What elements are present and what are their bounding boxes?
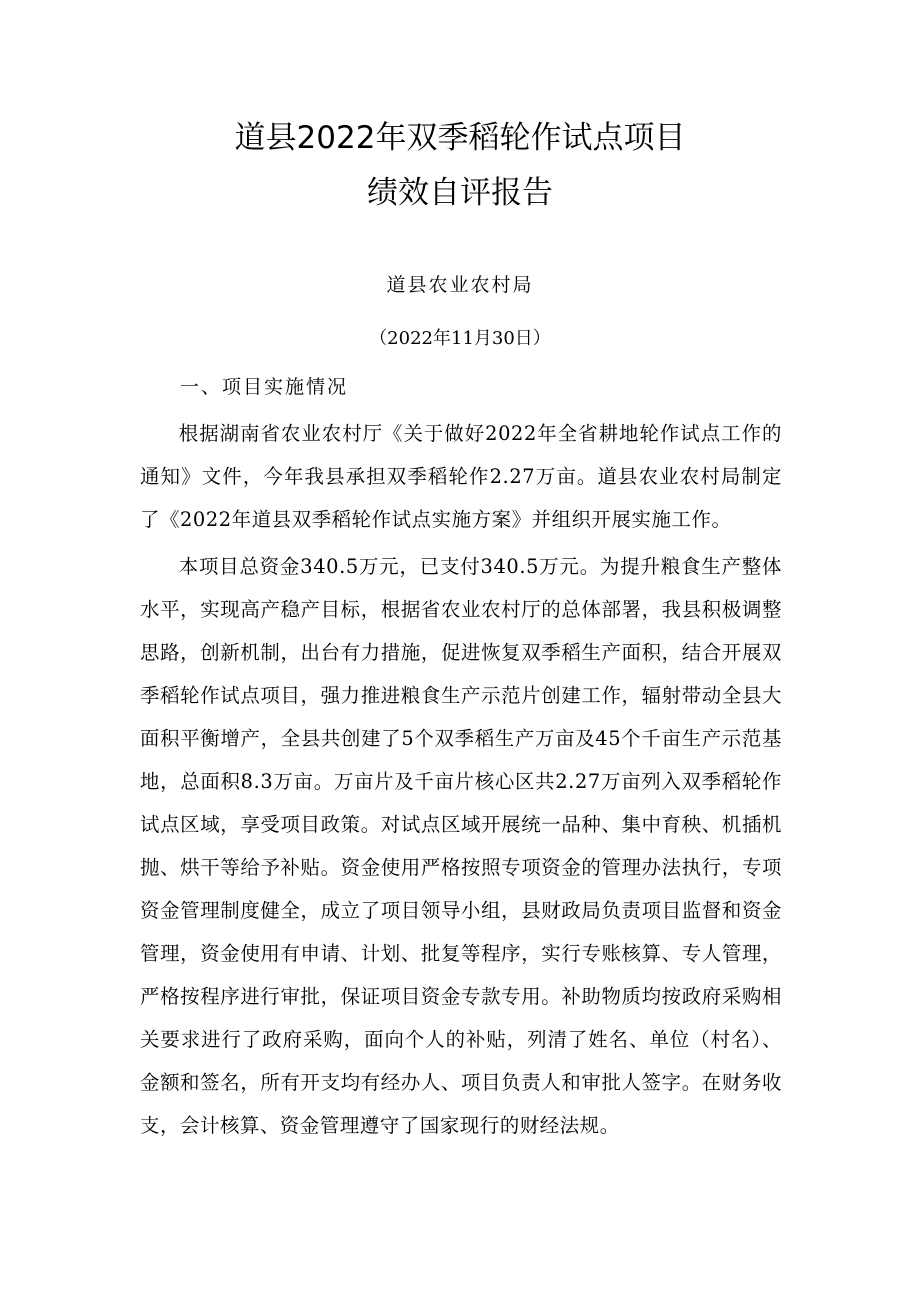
body-paragraph-2: 本项目总资金340.5万元，已支付340.5万元。为提升粮食生产整体水平，实现高产稳产目标，根据省农业农村厅的总体部署，我县积极调整思路，创新机制，出台有力措施，促进恢复双季稻生产面积，结合开展双季稻轮作试点项目，强力推进粮食生产示范片创建工作，辐射带动全县大面积平衡增产，全县共创建了5个双季稻生产万亩及45个千亩生产示范基地，总面积8.3万亩。万亩片及千亩片核心区共2.27万亩列入双季稻轮作试点区域，享受项目政策。对试点区域开展统一品种、集中育秧、机插机抛、烘干等给予补贴。资金使用严格按照专项资金的管理办法执行，专项资金管理制度健全，成立了项目领导小组，县财政局负责项目监督和资金管理，资金使用有申请、计划、批复等程序，实行专账核算、专人管理，严格按程序进行审批，保证项目资金专款专用。补助物质均按政府采购相关要求进行了政府采购，面向个人的补贴，列清了姓名、单位（村名）、金额和签名，所有开支均有经办人、项目负责人和审批人签字。在财务收支，会计核算、资金管理遵守了国家现行的财经法规。 — [140, 555, 782, 1137]
section-heading: 一、项目实施情况 — [180, 376, 349, 398]
document-title-line-1: 道县2022年双季稻轮作试点项目 — [234, 120, 686, 156]
issuing-organization: 道县农业农村局 — [386, 274, 534, 296]
document-title-line-2: 绩效自评报告 — [367, 175, 553, 211]
body-paragraph-1: 根据湖南省农业农村厅《关于做好2022年全省耕地轮作试点工作的通知》文件，今年我县承担双季稻轮作2.27万亩。道县农业农村局制定了《2022年道县双季稻轮作试点实施方案》并组织开展实施工作。 — [140, 422, 782, 531]
report-date: （2022年11月30日） — [369, 328, 551, 349]
